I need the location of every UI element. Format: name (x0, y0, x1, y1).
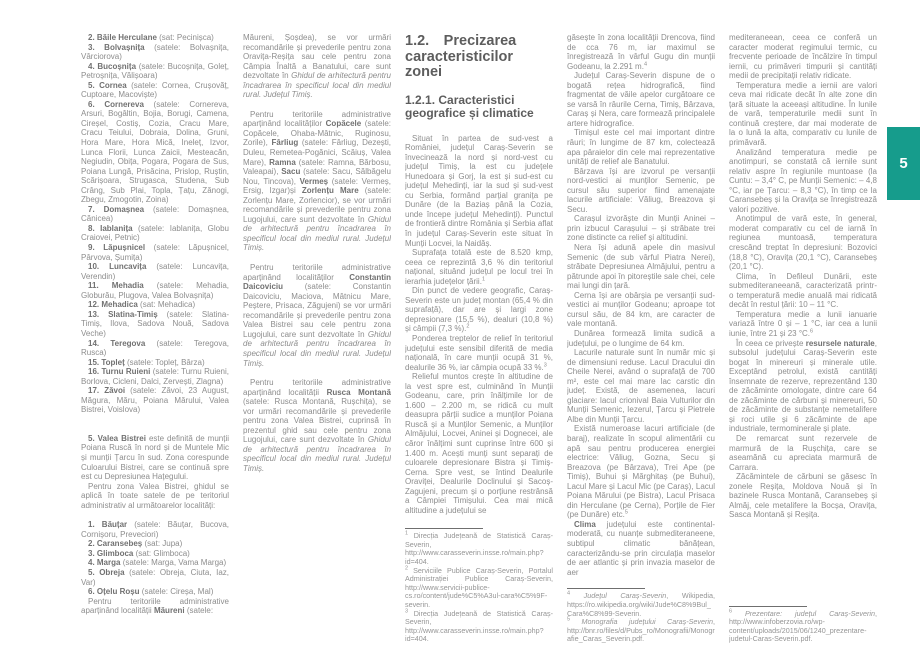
text-segment: (sat: Mehadica) (137, 300, 196, 310)
section-heading (405, 34, 553, 81)
paragraph (81, 300, 229, 310)
text-segment: Suprafața totală este de 8.520 kmp, ceea ce reprezintă 3,6 % din teritoriul național, situând județul pe locul trei în ierarhia județelor țării. (405, 248, 553, 286)
paragraph (81, 100, 229, 205)
text-segment: Ghidul de arhitectură pentru încadrarea în specificul local din mediul rural. Județul Timiș. (243, 214, 391, 253)
text-segment: Bârzava își are izvorul pe versanții nord-vestici ai munților Semenic, pe cursul său superior fiind amenajate lacurile artificiale: Văliug, Breazova și Secu. (567, 166, 715, 214)
text-segment: (satele: Cornea, Crușovăț, Cuptoare, Macoviște) (81, 80, 229, 100)
text-segment: (satele: Teregova, Rusca) (81, 338, 229, 358)
text-segment: Măureni (153, 606, 185, 616)
text-segment: Ghidul de arhitectură pentru încadrarea în specificul local din mediul rural. Județul Timiș. (243, 435, 391, 473)
paragraph (81, 549, 229, 559)
paragraph (81, 434, 229, 482)
text-segment: (satele: Topleț, Bârza) (124, 357, 205, 367)
paragraph (81, 386, 229, 415)
text-segment: Zăcămintele de cărbuni se găsesc în zonele Reșița, Moldova Nouă și în bazinele Rusca Montană, Caransebeș și Almăj, cele metalifere la Bocșa, Oravița, Sasca Montană și Reșița. (729, 472, 877, 520)
text-segment: 2. Băile Herculane (88, 33, 157, 42)
paragraph (81, 205, 229, 224)
chapter-number: 5 (899, 155, 908, 172)
column-body (729, 33, 877, 602)
footnote (405, 610, 553, 644)
paragraph (81, 281, 229, 300)
text-segment: Lacurile naturale sunt în număr mic și de dimensiuni reduse. Lacul Dracului din Cheile Nerei, având o suprafață de 700 m², este cel mai mare lac carstic din județ. Există, de asemenea, lacuri glaciare: lacul crionival Baia Vulturilor din Munții Semenic, Iezerul, Țarcu și Pietrele Albe din Munții Țarcu. (567, 348, 715, 424)
text-segment: (satele: Copăcele, Ohaba-Mâtnic, Ruginosu, Zorile), (243, 119, 391, 148)
paragraph (567, 128, 715, 166)
column-body (243, 33, 391, 644)
text-segment: (satele: Bucoșnița, Goleț, Petroșnița, Vălișoara) (81, 61, 229, 81)
paragraph (729, 214, 877, 271)
paragraph (243, 263, 391, 368)
paragraph (729, 33, 877, 81)
text-segment: (satele: Constantin Daicoviciu, Maciova, Mâtnicu Mare, Peștere, Prisaca, Zăgujeni) se vor urmări recomandările și prevederile pentru zona Valea Bistrei sau cele pentru zona Lugojului, care sunt dezvoltate în (243, 282, 391, 339)
paragraph (405, 334, 553, 372)
paragraph (243, 110, 391, 253)
footnote-block (405, 524, 553, 644)
text-segment: găsește în zona localității Drencova, fiind de cca 76 m, iar maximul se înregistrează în vârful Gugu din munții Godeanu, la 2.291 m. (567, 33, 715, 71)
text-segment: 1. Băuțar (88, 520, 128, 530)
paragraph (729, 339, 877, 434)
text-segment: (satele: (184, 606, 214, 616)
text-segment: (satele: Zăvoi, 23 August, Măgura, Măru, Poiana Mărului, Valea Bistrei, Voislova) (81, 386, 229, 415)
text-segment: Analizând temperatura medie pe anotimpuri, se constată că iernile sunt relativ aspre în regiunile muntoase (la Cuntu: – 3,4° C, pe Munții Semenic: – 4,8 °C, iar pe Țarcu: – 8,3 °C), în timp ce la Caransebeș și la Oravița se înregistrează valori pozitive. (729, 147, 877, 214)
paragraph (405, 372, 553, 515)
paragraph (567, 243, 715, 291)
paragraph (81, 597, 229, 616)
text-segment: 17. Zăvoi (88, 386, 126, 396)
text-segment: Pentru teritoriile administrative aparținând localității (243, 378, 391, 397)
text-segment: Serviciile Publice Caraș-Severin, Portalul Administrației Publice Caraș-Severin, http://www.servicii-publice-cs.ro/content/jude%C5%A3ul-cara%C5%9F-severin. (405, 565, 553, 610)
paragraph (81, 358, 229, 368)
text-segment: Județul Caraș-Severin (583, 591, 667, 601)
text-segment: (satele: Luncavița, Verendin) (81, 262, 229, 281)
text-segment: (satele: Ramna, Bărbosu, Valeapai), (243, 157, 391, 177)
text-segment: 13. Slatina-Timiș (88, 309, 158, 319)
text-segment: 3. Glimboca (88, 548, 134, 558)
text-segment: (satele: Băuțar, Bucova, Cornișoru, Preveciori) (81, 520, 229, 539)
subsection-heading (405, 94, 553, 121)
text-segment: 3 (405, 608, 409, 615)
paragraph (81, 224, 229, 243)
chapter-tab (887, 127, 920, 200)
text-segment: Direcția Județeană de Statistică Caraș-Severin, http://www.carasseverin.insse.ro/main.php?id=404. (405, 608, 553, 644)
paragraph (81, 81, 229, 100)
footnote (567, 592, 715, 618)
text-segment: Relieful muntos crește în altitudine de la vest spre est, culminând în Munții Godeanu, care, prin înălțimile lor de 1.600 – 2.200 m, se ridică cu mult deasupra părții sudice a munților Poiana Ruscă și a Munților Semenic, a Munților Almăjului, Locvei, Aninei și Dognecei, ale căror înălțimi sunt cuprinse între 600 și 1.400 m. Acești munți sunt separați de culoarele depresionare Bistra și Timiș-Cerna. Spre vest, se întind Dealurile Oraviței, Dealurile Doclinului și Sacoș-Zagujeni, precum și o porțiune restrânsă a Câmpiei Timișului. Cea mai mică altitudine a județului se (405, 372, 553, 515)
paragraph (567, 329, 715, 348)
text-segment: Copăcele (325, 119, 362, 129)
text-segment: (satele: Domașnea, Cănicea) (81, 204, 229, 224)
text-segment: mediteraneean, ceea ce conferă un caracter moderat regimului termic, cu frecvente perioade de încălzire în timpul iernii, cu primăveri timpurii și cantități medii de precipitații relativ ridicate. (729, 33, 877, 81)
text-segment: 15. Topleț (88, 357, 125, 367)
paragraph (81, 520, 229, 539)
paragraph (81, 339, 229, 358)
text-segment: Pentru zona Valea Bistrei, ghidul se aplică în toate satele de pe teritoriul administrativ al următoarelor localități: (81, 481, 229, 510)
text-segment: (sat: Jupa) (142, 539, 183, 549)
text-column-4 (567, 33, 715, 644)
text-segment: este definită de munții Poiana Ruscă în nord și de Muntele Mic și munții Țarcu în sud. Zona corespunde Culoarului Bistrei, care se continuă spre est cu Depresiunea Hațegului. (81, 433, 229, 482)
paragraph (81, 310, 229, 339)
text-segment: Ponderea treptelor de relief în teritoriul județului este sensibil diferită de media națională, în care munții ocupă 31 %, dealurile 36 %, iar câmpia ocupă 33 %. (405, 333, 553, 372)
text-segment: 5 (624, 509, 628, 516)
text-column-2 (243, 33, 391, 644)
text-segment: Temperatura medie a iernii are valori ceva mai ridicate decât în alte zone din țară situate la aceeași altitudine. În lunile de vară, temperaturile medii sunt în continuă creștere, dar mai moderate de la o lună la alta, comparativ cu lunile de primăvară. (729, 80, 877, 148)
text-segment: 1 (405, 530, 409, 537)
text-segment: 6. Cornereva (88, 99, 144, 109)
text-segment: Constantin Daicoviciu (243, 272, 391, 292)
text-segment: 5. Obreja (88, 567, 125, 577)
text-segment: Rusca Montană (326, 387, 391, 397)
text-segment: 4. Marga (88, 558, 121, 568)
text-segment: 14. Teregova (88, 338, 146, 348)
text-segment: Ramna (269, 157, 296, 167)
text-segment: Nera își adună apele din masivul Semenic (de sub vârful Piatra Nerei), străbate Depresiunea Almăjului, pentru a pătrunde apoi în pitoreștile sale chei, cele mai lungi din țară. (567, 243, 715, 291)
text-segment: Monografia județului Caraș-Severin (581, 617, 713, 627)
text-segment: 1.2.1. Caracteristici geografice și climatice (405, 92, 534, 120)
text-segment: , http://www.infoberzovia.ro/wp-content/uploads/2015/06/1240_prezentare-judetul-Caras-Severin.pdf. (729, 608, 877, 644)
text-segment: Există numeroase lacuri artificiale (de baraj), realizate în scopul alimentării cu apă sau pentru producerea energiei electrice: Văliug, Gozna, Secu și Breazova (pe Bârzava), Trei Ape (pe Timiș), Buhui și Mărghitaș (pe Buhui), Lacul Mare și Lacul Mic (pe Caraș), Lacul Poiana Mărului (pe Bistra), Lacul Prisaca din Herculane (pe Cerna), Porțile de Fier (pe Dunăre) etc. (567, 424, 715, 520)
paragraph (405, 248, 553, 286)
paragraph (81, 568, 229, 587)
text-segment: Temperatura medie a lunii ianuarie variază între 0 și – 1 °C, iar cea a lunii iunie, între 21 și 23 °C. (729, 309, 877, 338)
column-body (81, 33, 229, 644)
text-segment: (satele: Mehadia, Globurău, Plugova, Valea Bolvașnița) (81, 281, 229, 300)
text-segment: 5. Valea Bistrei (88, 433, 146, 443)
text-segment: (satele: Fârliug, Dezești, Duleu, Remetea-Pogănici, Scăiuș, Valea Mare), (243, 138, 391, 167)
paragraph (81, 367, 229, 386)
text-segment: Din punct de vedere geografic, Caraș-Severin este un județ montan (65,4 % din suprafață), dar are și largi zone depresionare (15,5 %), dealuri (10,8 %) și câmpii (7,3 %). (405, 286, 553, 334)
paragraph (81, 43, 229, 62)
text-segment: resursele naturale (805, 338, 875, 348)
text-columns (81, 33, 877, 644)
text-segment: Județul Caraș-Severin dispune de o bogată rețea hidrografică, fiind fragmentat de văile apelor curgătoare ce se varsă în râurile Cerna, Timiș, Bârzava, Caraș și Nera, care formează principalele artere hidrografice. (567, 71, 715, 128)
text-segment: (satele: Zorlențu Mare, Zorlencior), se vor urmări recomandările și prevederile pentru zona Lugojului, care sunt dezvoltate în (243, 186, 391, 224)
paragraph (243, 378, 391, 473)
text-segment: Măureni, Șoșdea), se vor urmări recomandările și prevederile pentru zona Oravița-Reșița sau cele pentru zona Câmpia Înaltă a Banatului, care sunt dezvoltate în (243, 33, 391, 81)
text-segment: Clima, în Defileul Dunării, este submediteraneeană, caracterizată printr-o temperatură medie anuală mai ridicată decât în restul țării: 10 – 11 °C. (729, 271, 877, 310)
text-segment: Direcția Județeană de Statistică Caraș-Severin, http://www.carasseverin.insse.ro/main.php?id=404. (405, 531, 553, 567)
footnote (405, 567, 553, 610)
text-segment: 4 (567, 591, 571, 598)
paragraph (405, 286, 553, 334)
text-segment: Ghidul de arhitectură pentru încadrarea în specificul local din mediul rural. Județul Timiș. (243, 329, 391, 368)
text-segment: (sat: Glimboca) (133, 548, 190, 558)
footnote (567, 618, 715, 644)
text-segment: Cerna își are obârșia pe versanții sud-vestici ai munților Godeanu; aproape tot cursul său, de 84 km, are caracter de vale montană. (567, 290, 715, 329)
text-segment: (satele: Rusca Montană, Rușchița), se vor urmări recomandările și prevederile pentru zona Valea Bistrei, cuprinsă în prezentul ghid sau cele pentru zona Lugojului, care sunt dezvoltate în (243, 397, 391, 445)
text-column-5 (729, 33, 877, 644)
paragraph (243, 33, 391, 100)
column-body (405, 33, 553, 524)
text-segment: 5. Cornea (88, 80, 127, 90)
text-segment: Fârliug (271, 138, 299, 148)
paragraph (729, 434, 877, 472)
text-segment: (satele: Turnu Ruieni, Borlova, Cicleni, Dalci, Zervești, Zlagna) (81, 367, 229, 386)
text-segment: (satele: Bolvașnița, Vârciorova) (81, 42, 229, 62)
text-segment: Pentru teritoriile administrative aparținând localității (81, 596, 229, 616)
footnote-separator (729, 606, 807, 607)
text-segment: Clima (574, 519, 596, 529)
paragraph (81, 243, 229, 262)
text-segment: 2. Caransebeș (88, 539, 143, 549)
paragraph (729, 81, 877, 148)
text-segment: 6. Oțelu Roșu (88, 587, 140, 597)
paragraph (405, 134, 553, 249)
paragraph (81, 262, 229, 281)
text-column-1 (81, 33, 229, 644)
text-segment: (satele: Iablanița, Globu Craiovei, Petnic) (81, 223, 229, 243)
text-segment: Zorlențu Mare (301, 186, 359, 196)
paragraph (81, 587, 229, 597)
text-segment: județului este continental-moderată, cu nuanțe submediteraneene, subtipul climatic bănățean, caracterizându-se prin circulația maselor de aer atlantic și prin invazia maselor de aer (567, 519, 715, 577)
text-column-3 (405, 33, 553, 644)
paragraph (81, 482, 229, 511)
paragraph (729, 472, 877, 520)
text-segment: , Wikipedia, https://ro.wikipedia.org/wiki/Jude%C8%9Bul_Cara%C8%99-Severin. (567, 591, 715, 618)
text-segment: Vermeș (299, 176, 329, 186)
text-segment: Dunărea formează limita sudică a județului, pe o lungime de 64 km. (567, 328, 715, 348)
text-segment: 6 (810, 328, 814, 335)
text-segment: (satele: Obreja, Ciuta, Iaz, Var) (81, 567, 229, 587)
text-segment: 8. Iablanița (88, 223, 133, 233)
column-body (567, 33, 715, 584)
paragraph (729, 148, 877, 215)
text-segment: 9. Lăpușnicel (88, 243, 146, 253)
text-segment: (sat: Pecinișca) (156, 33, 214, 42)
paragraph (567, 71, 715, 128)
footnote-separator (567, 588, 645, 589)
footnote (405, 532, 553, 566)
text-segment: 2 (466, 323, 470, 330)
paragraph (567, 520, 715, 577)
text-segment: (satele: Cornereva, Arsuri, Bogâltin, Bojia, Borugi, Camena, Cireșel, Costiș, Cozia, Cracu Mare, Cracu Teiului, Dobraia, Dolina, Gruni, Hora Mare, Hora Mică, Ineleț, Izvor, Lunca Florii, Lunca Zaicii, Mesteacăn, Negiudin, Obița, Pogara, Pogara de Sus, Poiana Lungă, Prisăcina, Prislop, Ruștin, Scărișoara, Strugasca, Studena, Sub Crâng, Sub Plai, Topla, Țațu, Zănogi, Zbegu, Zmogotin, Zoina) (81, 99, 229, 205)
footnote-block (729, 602, 877, 644)
text-segment: (satele: Marga, Vama Marga) (120, 558, 227, 568)
paragraph (729, 310, 877, 339)
text-segment: , subsolul județului Caraș-Severin este bogat în minereuri și minerale utile. Exceptând petrolul, există cantități însemnate de rezerve, reprezentând 130 de zăcăminte omologate, dintre care 64 de zăcăminte de cărbuni și minereuri, 50 de zăcăminte de substanțe nemetalifere și roci utile și 6 zăcăminte de ape industriale, termominerale și plate. (729, 338, 877, 434)
text-segment: De remarcat sunt rezervele de marmură de la Rușchița, care se aseamănă cu apreciata marmură de Carrara. (729, 433, 877, 472)
text-segment: Situat în partea de sud-vest a României, județul Caraș-Severin se învecinează la nord și nord-vest cu județul Timiș, la est cu județele Hunedoara și Gorj, la est și sud-est cu județul Mehedinți, iar la sud și sud-vest cu Serbia, formând parțial granița pe Dunăre (de la Baziaș până la Cozia, unde începe județul Mehedinți). Punctul de frontieră dintre România și Serbia aflat în județul Caraș-Severin este situat în Munții Locvei, la Naidăș. (405, 133, 553, 248)
text-segment: 5 (567, 616, 571, 623)
text-segment: 4 (643, 60, 648, 67)
paragraph (567, 214, 715, 243)
text-segment: 1.2. Precizarea caracteristicilor zonei (405, 33, 517, 80)
paragraph (567, 167, 715, 215)
text-segment: 10. Luncavița (88, 262, 147, 272)
text-segment: (satele: Lăpușnicel, Pârvova, Șumița) (81, 243, 229, 262)
text-segment: 1 (481, 276, 485, 283)
paragraph (81, 539, 229, 549)
paragraph (81, 62, 229, 81)
text-segment: 11. Mehadia (88, 281, 144, 291)
text-segment: 4. Bucoșnița (88, 61, 137, 71)
paragraph (729, 272, 877, 310)
text-segment: (satele: Sacu, Sălbăgelu Nou, Tincova), (243, 167, 391, 186)
text-segment: Anotimpul de vară este, în general, moderat comparativ cu cel de iarnă în regiunea muntoasă, temperatura crescând treptat în depresiuni: Bozovici (18,8 °C), Oravița (20,1 °C), Caransebeș (20,1 °C). (729, 214, 877, 272)
text-segment: 2 (405, 565, 409, 572)
text-segment: 6 (729, 608, 733, 615)
text-segment: Pentru teritoriile administrative aparținând localităților (243, 109, 391, 129)
paragraph (81, 558, 229, 568)
footnote-block (567, 584, 715, 644)
paragraph (567, 33, 715, 71)
text-segment: În ceea ce privește (736, 338, 806, 348)
text-segment: (satele: Vermeș, Ersig, Izgar)și (243, 176, 391, 196)
text-segment: 7. Domașnea (88, 204, 145, 214)
text-segment: (satele: Cireșa, Mal) (139, 587, 214, 597)
paragraph (567, 348, 715, 424)
text-segment: , http://bnr.ro/files/d/Pubs_ro/Monografii/Monografie_Caras_Severin.pdf. (567, 617, 715, 644)
text-segment: Sacu (281, 167, 301, 177)
paragraph (567, 291, 715, 329)
paragraph (567, 424, 715, 519)
text-segment: Ghidul de arhitectură pentru încadrarea în specificul local din mediul rural. Județul Timiș. (243, 71, 391, 100)
text-segment: Pentru teritoriile administrative aparținând localităților (243, 263, 391, 282)
text-segment: Prezentare: județul Caraș-Severin (744, 608, 875, 618)
text-segment: Carașul izvorăște din Munții Aninei – prin izbucul Carașului – și străbate trei zone distincte ca relief și altitudini. (567, 214, 715, 243)
text-segment: (satele: Slatina-Timiș, Ilova, Sadova Nouă, Sadova Veche) (81, 309, 229, 338)
text-segment: Timișul este cel mai important dintre râuri; în lungime de 87 km, colectează apa pâraielor din cele mai reprezentative unități de relief ale Banatului. (567, 128, 715, 167)
text-segment: 16. Turnu Ruieni (88, 367, 151, 377)
footnote (729, 610, 877, 644)
text-segment: 12. Mehadica (88, 300, 138, 310)
text-segment: 3 (543, 361, 547, 368)
footnote-separator (405, 528, 483, 529)
text-segment: 3. Bolvașnița (88, 42, 145, 52)
paragraph (81, 33, 229, 43)
